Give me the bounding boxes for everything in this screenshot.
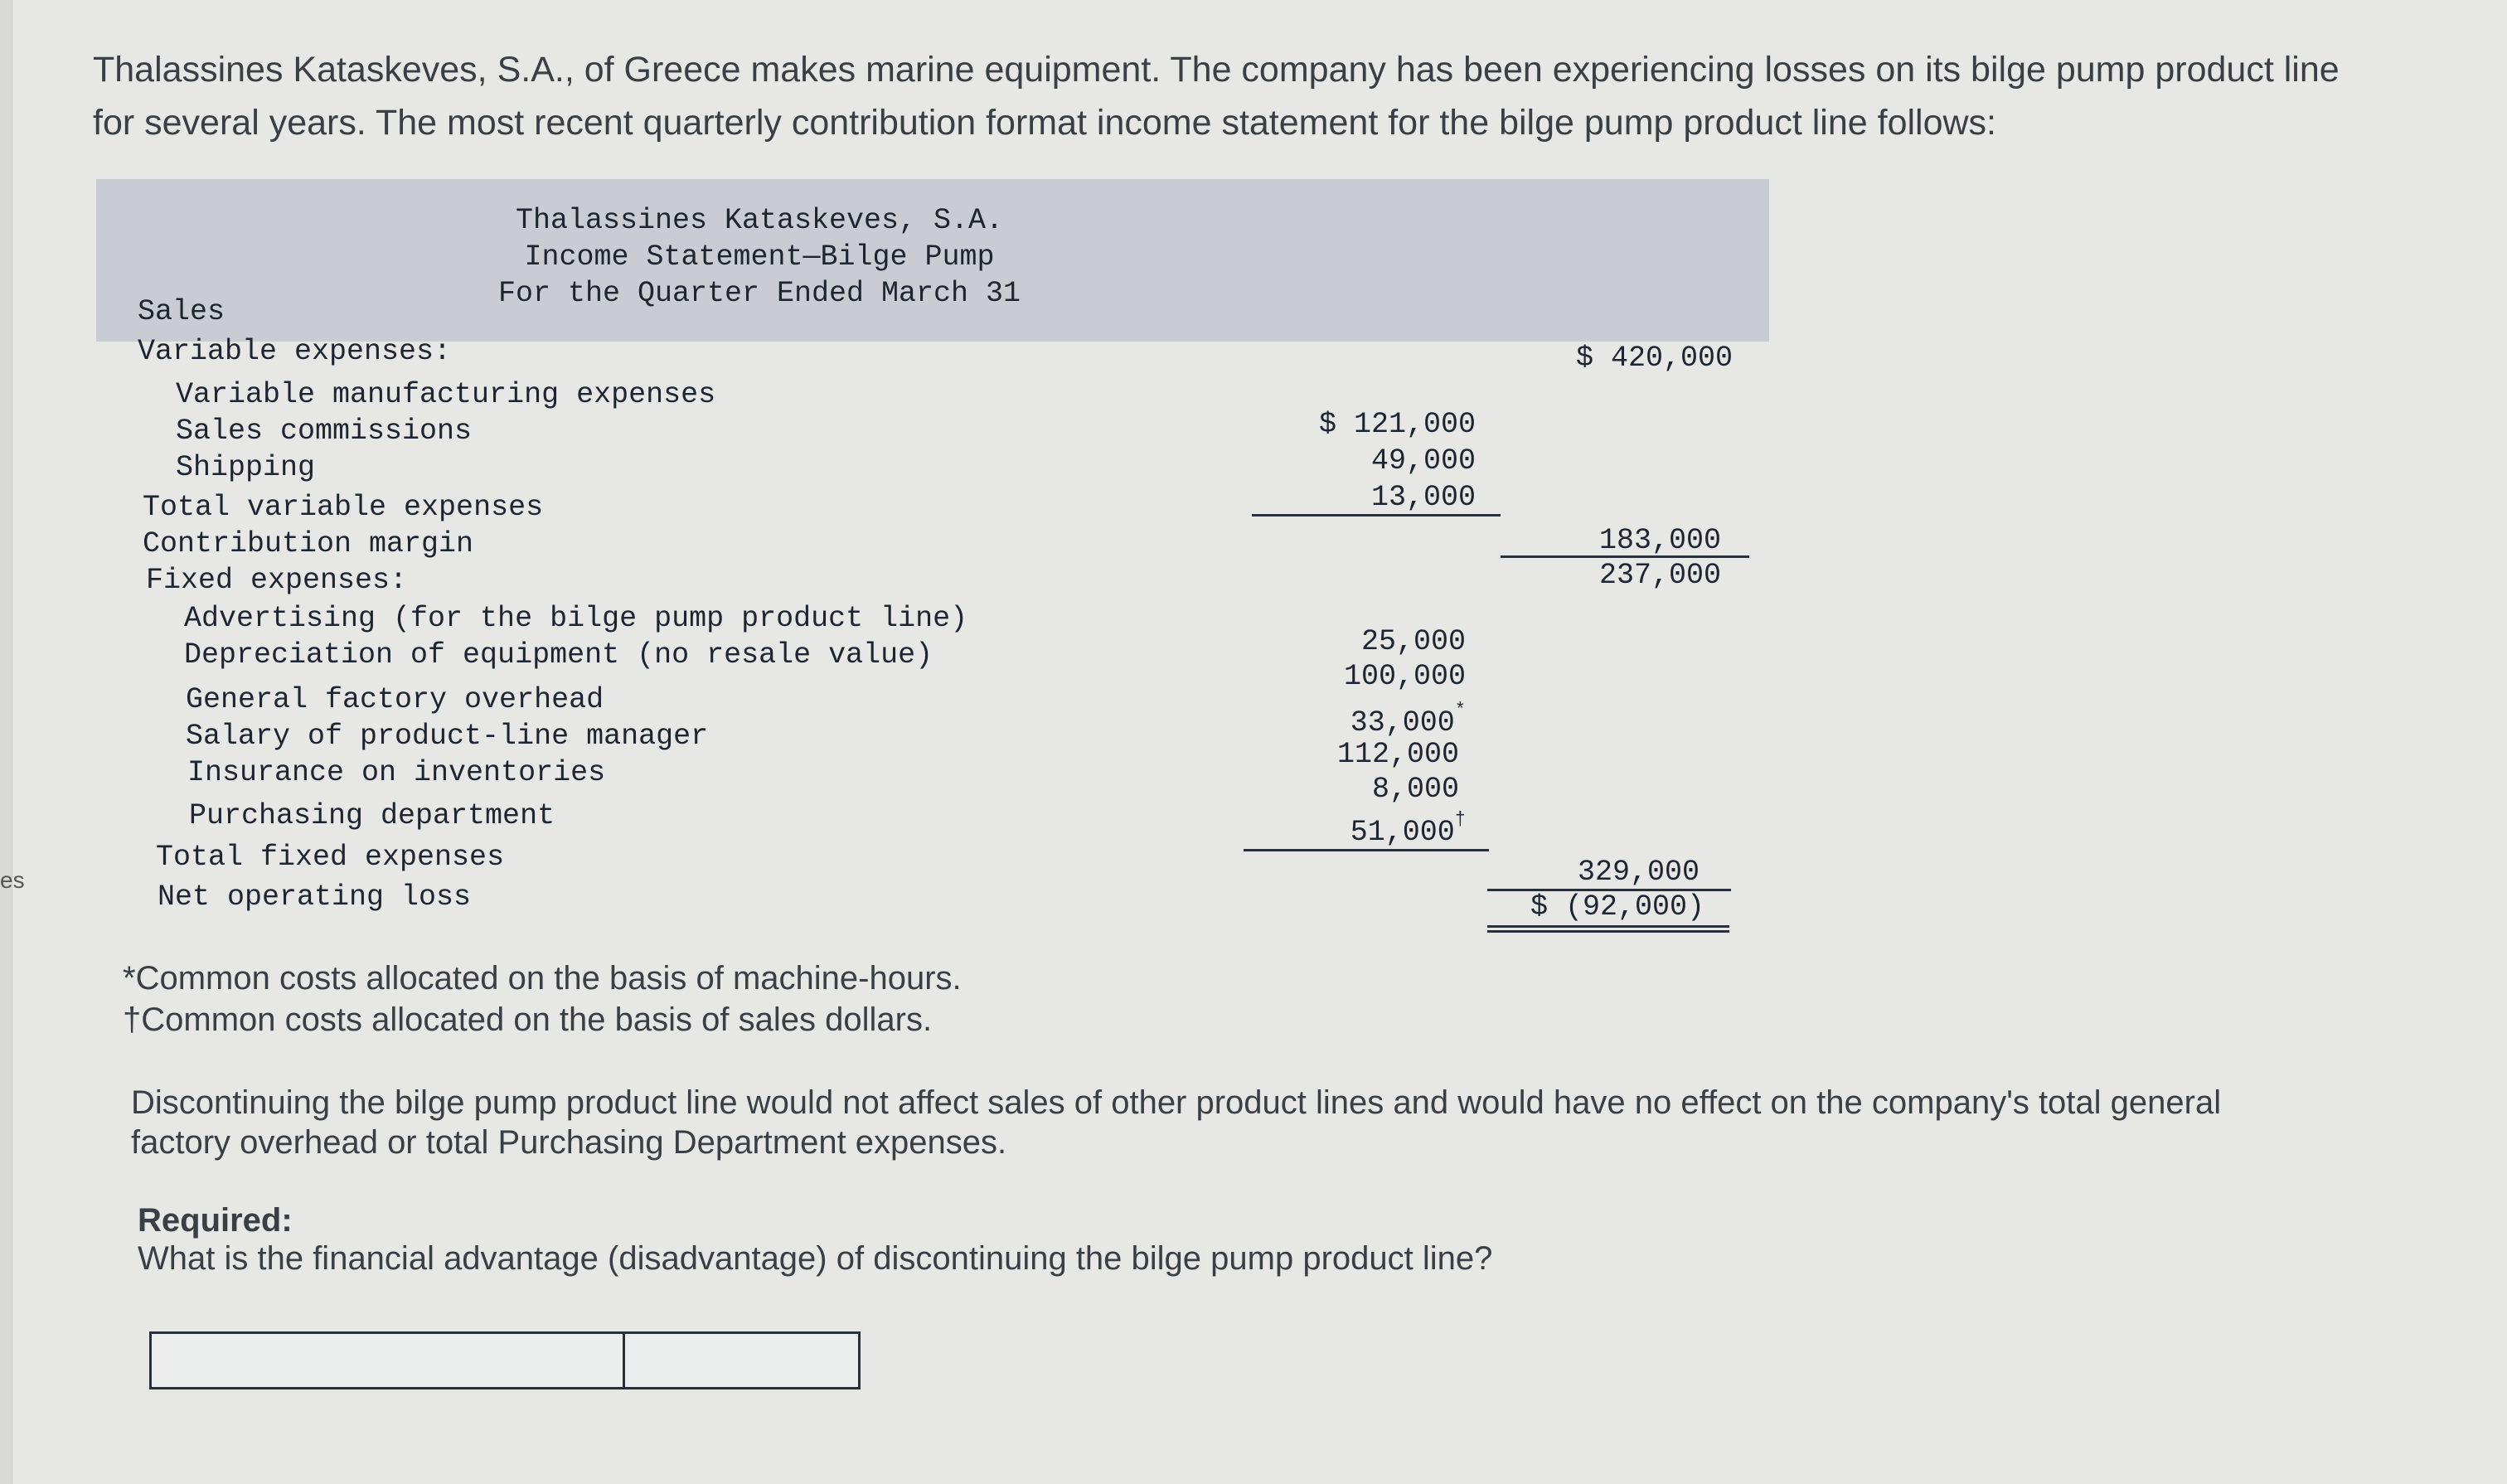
variable-item-label: Shipping [176,451,316,484]
statement-header [96,179,1769,342]
subtotal-rule [1252,514,1501,516]
answer-amount-input[interactable] [625,1334,858,1387]
required-question: What is the financial advantage (disadvantage) of discontinuing the bilge pump product line? [138,1240,1493,1277]
variable-item-label: Variable manufacturing expenses [176,378,716,411]
statement-title: Income Statement—Bilge Pump [524,240,995,274]
footnote-mark: * [1454,700,1466,720]
fixed-item-label: Salary of product-line manager [186,720,709,753]
fixed-item-amount [1285,809,1466,849]
footnote: *Common costs allocated on the basis of machine-hours. [123,960,962,997]
total-fixed-amount: 329,000 [1577,856,1700,889]
variable-item-amount: $ 121,000 [1318,408,1476,441]
fixed-item-label: Insurance on inventories [187,756,606,789]
net-operating-loss-amount: $ (92,000) [1530,890,1704,924]
fixed-item-value: 33,000 [1350,706,1455,740]
fixed-item-value: 51,000 [1350,816,1455,849]
contribution-margin-amount: 237,000 [1598,559,1721,592]
required-title: Required: [138,1202,293,1239]
statement-company: Thalassines Kataskeves, S.A. [515,204,1004,237]
total-fixed-label: Total fixed expenses [156,841,505,874]
scenario-paragraph: Discontinuing the bilge pump product line would not affect sales of other product lines and would have no effect on the company's total general factory overhead or total Purchasing Department expenses. [131,1084,2222,1161]
footnote-mark: † [1454,809,1466,830]
variable-item-label: Sales commissions [176,415,473,448]
fixed-expenses-label: Fixed expenses: [146,564,408,597]
fixed-item-amount: 8,000 [1371,773,1459,806]
variable-item-amount: 49,000 [1370,444,1476,478]
fixed-item-label: General factory overhead [186,683,604,716]
total-variable-label: Total variable expenses [143,491,544,524]
fixed-item-amount: 100,000 [1343,660,1466,693]
variable-expenses-label: Variable expenses: [138,335,452,368]
total-variable-amount: 183,000 [1598,524,1721,557]
contribution-margin-label: Contribution margin [143,527,474,560]
fixed-item-label: Purchasing department [189,799,555,832]
answer-label-select[interactable] [152,1334,625,1387]
sales-label: Sales [138,295,225,328]
statement-period: For the Quarter Ended March 31 [497,277,1021,310]
fixed-item-amount: 25,000 [1360,625,1466,658]
fixed-item-amount [1285,700,1466,740]
double-rule [1487,930,1729,933]
fixed-item-label: Advertising (for the bilge pump product line) [184,602,968,635]
variable-item-amount: 13,000 [1370,481,1476,514]
double-rule [1487,925,1729,928]
fixed-item-amount: 112,000 [1336,738,1459,771]
fixed-item-label: Depreciation of equipment (no resale value) [184,638,933,672]
sidebar-edge [0,0,12,1484]
problem-intro: Thalassines Kataskeves, S.A., of Greece makes marine equipment. The company has been experiencing losses on its bilge pump product line for several years. The most recent quarterly contribution format income statement for the bilge pump product line follows: [93,50,2340,143]
sales-total: $ 420,000 [1575,342,1733,375]
net-operating-loss-label: Net operating loss [158,880,472,914]
answer-row [149,1331,861,1389]
footnote: †Common costs allocated on the basis of sales dollars. [123,1001,933,1038]
subtotal-rule [1244,849,1489,851]
sidebar-label: es [0,867,25,893]
